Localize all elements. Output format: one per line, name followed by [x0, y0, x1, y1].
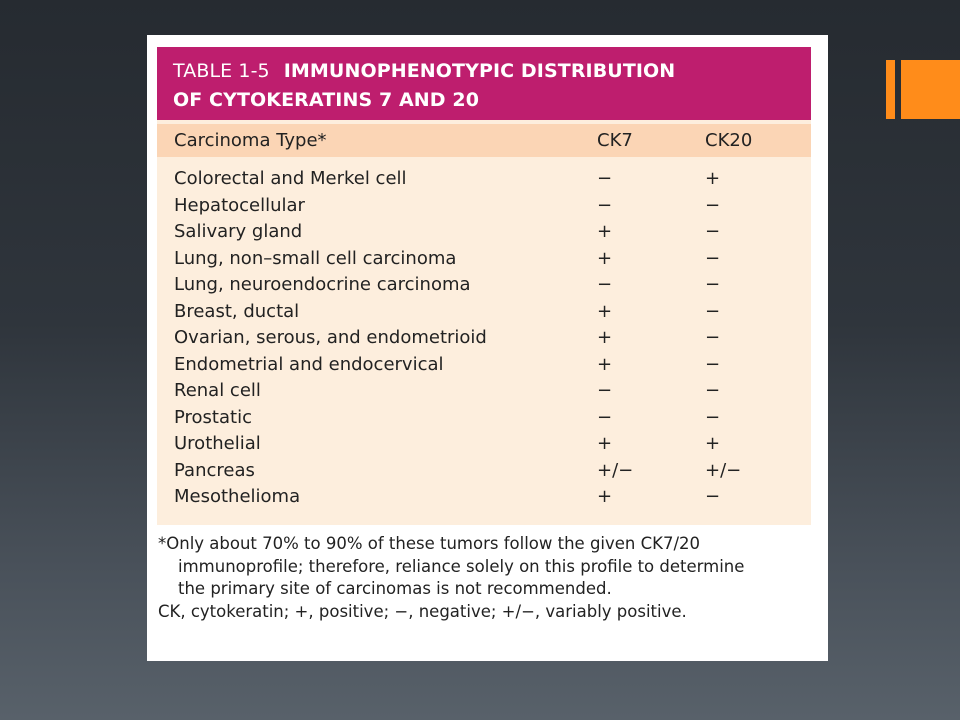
table-row — [157, 248, 811, 274]
footnote-line: *Only about 70% to 90% of these tumors follow the given CK7/20 — [158, 534, 701, 553]
cell-ck7: − — [597, 274, 613, 295]
table-figure — [147, 35, 828, 661]
cell-ck7: + — [597, 327, 613, 348]
table-title-line-2: OF CYTOKERATINS 7 AND 20 — [173, 89, 480, 111]
accent-bar-icon — [886, 60, 895, 119]
table-row — [157, 433, 811, 459]
cell-ck20: − — [705, 194, 721, 216]
cell-ck7: + — [597, 221, 613, 242]
cell-carcinoma-type: Urothelial — [174, 433, 261, 454]
table-row — [157, 380, 811, 406]
footnote-line: immunoprofile; therefore, reliance solely on this profile to determine — [178, 556, 745, 576]
table-footnote — [158, 533, 818, 623]
table-number: TABLE 1-5 — [173, 60, 270, 82]
cell-ck7: + — [597, 433, 613, 454]
cell-carcinoma-type: Prostatic — [174, 406, 252, 428]
cell-ck20: − — [705, 380, 721, 401]
cell-ck7: − — [597, 380, 613, 401]
cell-carcinoma-type: Renal cell — [174, 380, 261, 401]
cell-ck20: − — [705, 221, 721, 242]
table-row — [157, 274, 811, 300]
table-row — [157, 221, 811, 247]
table-row — [157, 195, 811, 221]
table-row — [157, 460, 811, 486]
cell-ck7: + — [597, 486, 613, 507]
footnote-line: the primary site of carcinomas is not recommended. — [178, 579, 612, 598]
cell-ck7: + — [597, 353, 613, 375]
cell-carcinoma-type: Ovarian, serous, and endometrioid — [174, 327, 487, 348]
cell-ck7: + — [597, 247, 613, 269]
cell-ck20: + — [705, 168, 721, 189]
cell-ck20: − — [705, 486, 721, 507]
cell-carcinoma-type: Lung, neuroendocrine carcinoma — [174, 274, 471, 295]
table-row — [157, 354, 811, 380]
cell-ck20: − — [705, 247, 721, 269]
cell-ck7: − — [597, 168, 613, 189]
cell-carcinoma-type: Lung, non–small cell carcinoma — [174, 247, 457, 269]
table-row — [157, 168, 811, 194]
cell-ck20: − — [705, 406, 721, 428]
cell-carcinoma-type: Hepatocellular — [174, 194, 305, 216]
table-row — [157, 327, 811, 353]
cell-carcinoma-type: Colorectal and Merkel cell — [174, 168, 407, 189]
cell-ck20: − — [705, 327, 721, 348]
cell-carcinoma-type: Pancreas — [174, 459, 255, 481]
cell-carcinoma-type: Mesothelioma — [174, 486, 301, 507]
cell-ck7: +/− — [597, 459, 634, 481]
table-row — [157, 301, 811, 327]
cell-ck7: − — [597, 406, 613, 428]
header-ck20: CK20 — [705, 130, 753, 151]
accent-block-icon — [901, 60, 960, 119]
header-carcinoma-type: Carcinoma Type* — [174, 130, 327, 151]
cell-ck20: − — [705, 300, 721, 322]
table-title-line-1: IMMUNOPHENOTYPIC DISTRIBUTION — [283, 60, 676, 82]
table-card — [157, 47, 811, 525]
cell-carcinoma-type: Salivary gland — [174, 221, 303, 242]
cell-ck20: − — [705, 353, 721, 375]
table-row — [157, 407, 811, 433]
cell-ck20: +/− — [705, 459, 742, 481]
cell-carcinoma-type: Endometrial and endocervical — [174, 353, 444, 375]
cell-ck20: − — [705, 274, 721, 295]
cell-ck20: + — [705, 433, 721, 454]
table-title — [157, 47, 811, 120]
cell-ck7: + — [597, 300, 613, 322]
abbreviations-note: CK, cytokeratin; +, positive; −, negative; +/−, variably positive. — [158, 601, 687, 621]
header-ck7: CK7 — [597, 130, 633, 151]
table-row — [157, 486, 811, 512]
cell-ck7: − — [597, 194, 613, 216]
table-header-row — [157, 124, 811, 157]
cell-carcinoma-type: Breast, ductal — [174, 300, 300, 322]
